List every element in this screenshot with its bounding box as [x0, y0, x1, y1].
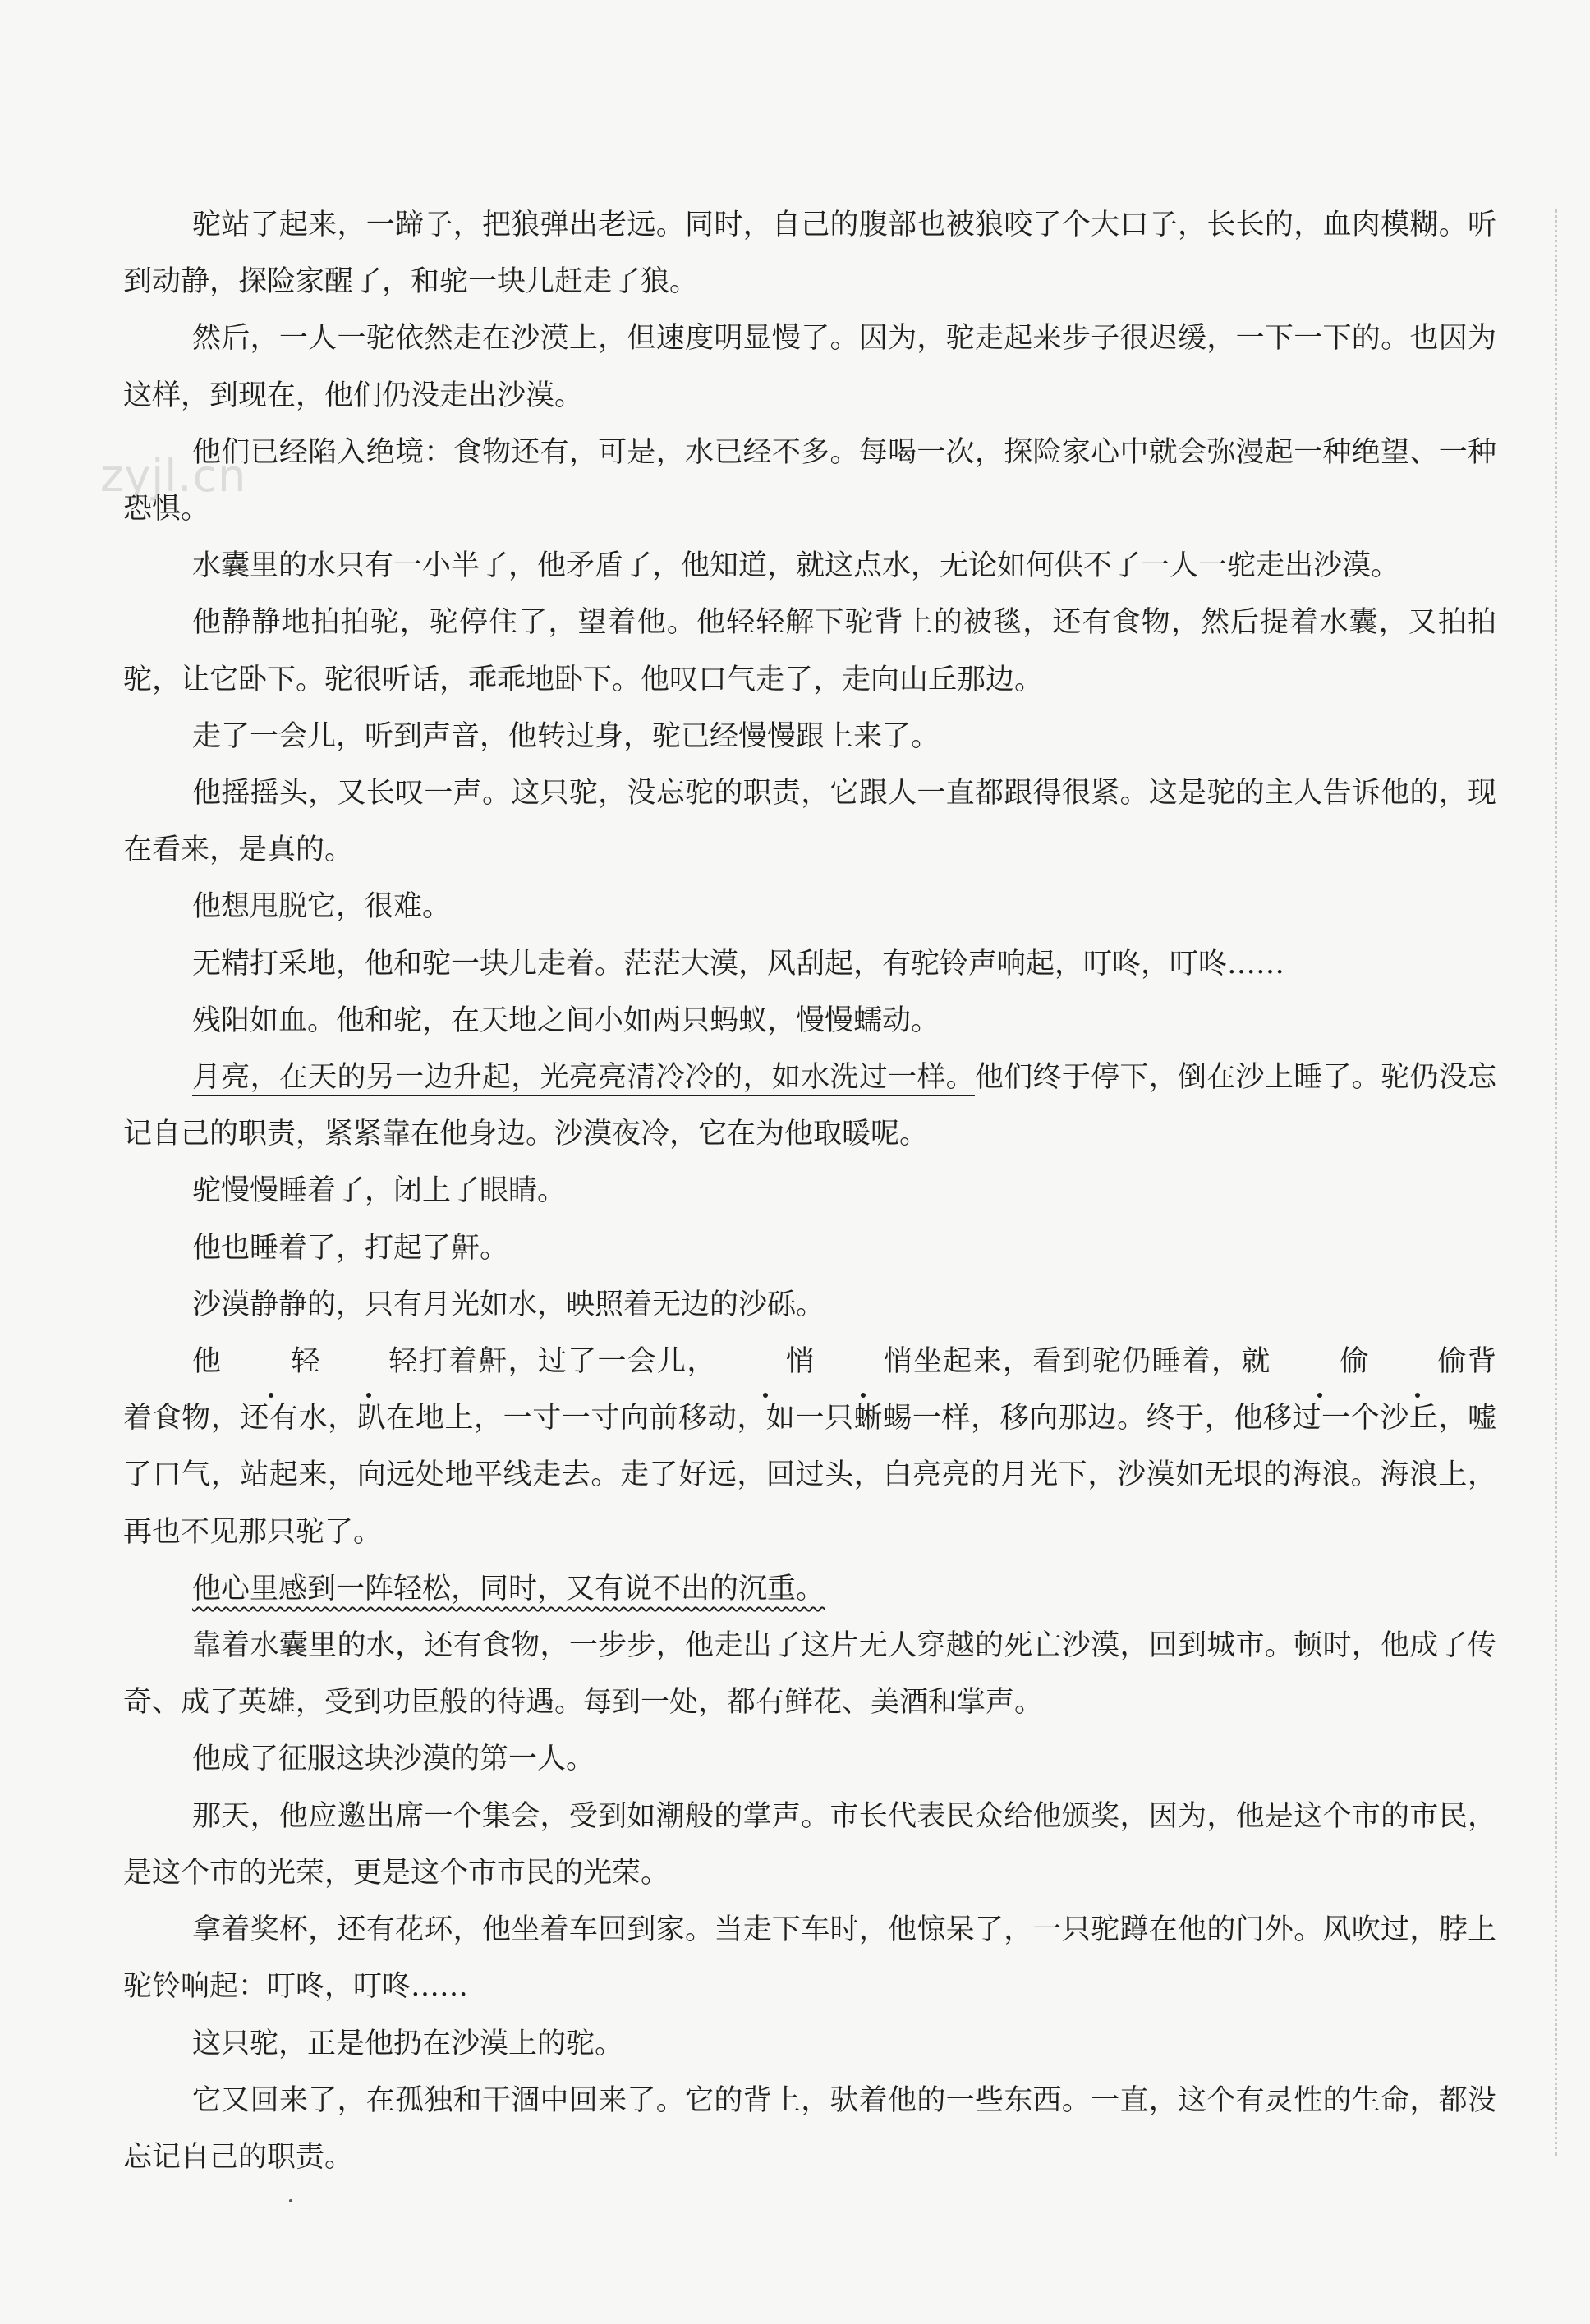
paragraph-1: 驼站了起来，一蹄子，把狼弹出老远。同时，自己的腹部也被狼咬了个大口子，长长的，血肉模糊。听到动静，探险家醒了，和驼一块儿赶走了狼。: [123, 209, 1496, 299]
paragraph-15: [123, 1334, 1496, 1561]
paragraph-19: 那天，他应邀出席一个集会，受到如潮般的掌声。市长代表民众给他颁奖，因为，他是这个市的市民，是这个市的光荣，更是这个市市民的光荣。: [123, 1799, 1496, 1890]
paragraph-22: 它又回来了，在孤独和干涸中回来了。它的背上，驮着他的一些东西。一直，这个有灵性的生命，都没忘记自己的职责。: [123, 2083, 1496, 2174]
wavy-underlined-sentence: 他心里感到一阵轻松，同时，又有说不出的沉重。: [192, 1572, 825, 1605]
paragraph-17: 靠着水囊里的水，还有食物，一步步，他走出了这片无人穿越的死亡沙漠，回到城市。顿时，他成了传奇、成了英雄，受到功臣般的待遇。每到一处，都有鲜花、美酒和掌声。: [123, 1629, 1496, 1720]
dotted-word-qiaoqiao: [717, 1345, 912, 1378]
paragraph-11: [123, 1049, 1496, 1163]
paragraph-9: 无精打采地，他和驼一块儿走着。茫茫大漠，风刮起，有驼铃声响起，叮咚，叮咚……: [192, 947, 1285, 981]
paragraph-18: 他成了征服这块沙漠的第一人。: [192, 1743, 595, 1776]
paragraph-13: 他也睡着了，打起了鼾。: [192, 1231, 509, 1265]
emphasis-char: 偷: [1369, 1334, 1467, 1390]
paragraph-20: 拿着奖杯，还有花环，他坐着车回到家。当走下车时，他惊呆了，一只驼蹲在他的门外。风吹过，脖上驼铃响起：叮咚，叮咚……: [123, 1913, 1496, 2004]
text-segment: 打着鼾，过了一会儿，: [417, 1345, 717, 1379]
text-segment: 背着食物，还有水，趴在地上，一寸一寸向前移动，如一只蜥蜴一样，移向那边。终于，他移过一个沙丘，嘘了口气，站起来，向远处地平线走去。走了好远，回过头，白亮亮的月光下，沙漠如无垠的海浪。海浪上，再也不见那只驼了。: [123, 1345, 1496, 1549]
paragraph-3: 他们已经陷入绝境：食物还有，可是，水已经不多。每喝一次，探险家心中就会弥漫起一种绝望、一种恐惧。: [123, 435, 1496, 526]
paragraph-11-rest: 他们终于停下，倒在沙上睡了。驼仍没忘记自己的职责，紧紧靠在他身边。沙漠夜冷，它在为他取暖呢。: [123, 1061, 1496, 1151]
paragraph-5: 他静静地拍拍驼，驼停住了，望着他。他轻轻解下驼背上的被毯，还有食物，然后提着水囊，又拍拍驼，让它卧下。驼很听话，乖乖地卧下。他叹口气走了，走向山丘那边。: [123, 606, 1496, 696]
watermark: zyjl.cn: [100, 450, 247, 502]
paragraph-2: 然后，一人一驼依然走在沙漠上，但速度明显慢了。因为，驼走起来步子很迟缓，一下一下的。也因为这样，到现在，他们仍没走出沙漠。: [123, 322, 1496, 412]
story-text: [123, 197, 1496, 2186]
paragraph-10: 残阳如血。他和驼，在天地之间小如两只蚂蚁，慢慢蠕动。: [192, 1004, 940, 1037]
text-segment: 他: [192, 1345, 223, 1379]
emphasis-char: 轻: [222, 1334, 319, 1390]
underlined-sentence: 月亮，在天的另一边升起，光亮亮清冷冷的，如水洗过一样。: [192, 1061, 975, 1095]
emphasis-char: 悄: [815, 1334, 912, 1390]
paragraph-21: 这只驼，正是他扔在沙漠上的驼。: [192, 2027, 624, 2060]
emphasis-char: 轻: [319, 1334, 417, 1390]
paragraph-6: 走了一会儿，听到声音，他转过身，驼已经慢慢跟上来了。: [192, 719, 940, 753]
paragraph-7: 他摇摇头，又长叹一声。这只驼，没忘驼的职责，它跟人一直都跟得很紧。这是驼的主人告诉他的，现在看来，是真的。: [123, 777, 1496, 867]
scan-speck: [289, 2199, 292, 2202]
paragraph-4: 水囊里的水只有一小半了，他矛盾了，他知道，就这点水，无论如何供不了一人一驼走出沙漠。: [192, 549, 1400, 583]
dotted-word-toutou: [1271, 1345, 1467, 1378]
text-segment: 坐起来，看到驼仍睡着，就: [912, 1345, 1271, 1379]
emphasis-char: 悄: [717, 1334, 815, 1390]
emphasis-char: 偷: [1271, 1334, 1369, 1390]
margin-dotted-line: [1555, 209, 1557, 2156]
paragraph-8: 他想甩脱它，很难。: [192, 890, 452, 924]
paragraph-16: [123, 1561, 1496, 1618]
paragraph-12: 驼慢慢睡着了，闭上了眼睛。: [192, 1174, 567, 1208]
dotted-word-qingqing: [222, 1345, 417, 1378]
paragraph-14: 沙漠静静的，只有月光如水，映照着无边的沙砾。: [192, 1288, 825, 1321]
